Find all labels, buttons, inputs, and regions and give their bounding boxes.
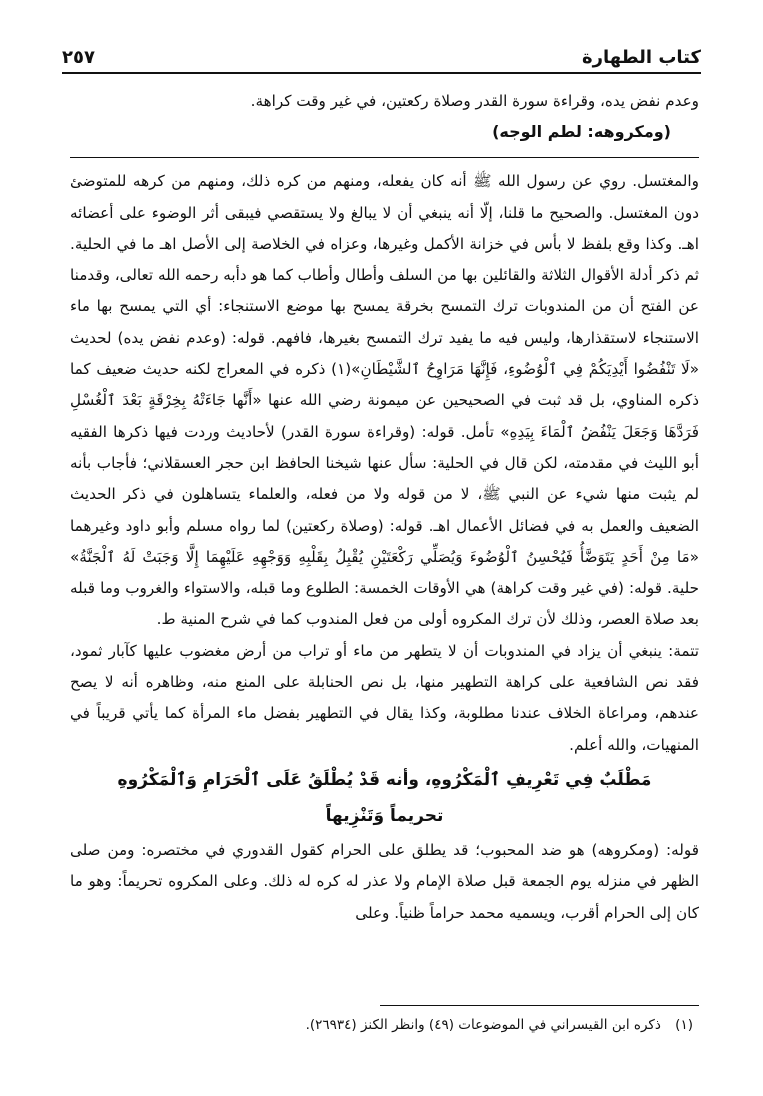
page-header <box>62 38 701 74</box>
section-divider <box>70 157 699 158</box>
matn-line: وعدم نفض يده، وقراءة سورة القدر وصلاة ركعتين، في غير وقت كراهة. <box>250 92 699 110</box>
page-body <box>70 86 699 929</box>
matlab-heading-line-1: مَطْلَبٌ فِي تَعْرِيفِ ٱلْمَكْرُوهِ، وأنه قَدْ يُطْلَقُ عَلَى ٱلْحَرَامِ وَٱلْمَكْرُوهِ <box>117 769 652 790</box>
footnote-text: ذكره ابن القيسراني في الموضوعات (٤٩) وانظر الكنز (٢٦٩٣٤). <box>305 1017 661 1033</box>
page-number: ٢٥٧ <box>62 47 95 68</box>
commentary-paragraph-2: تتمة: ينبغي أن يزاد في المندوبات أن لا يتطهر من ماء أو تراب من أرض مغضوب عليها كآبار ثمود، فقد نص الشافعية على كراهة التطهير منها، بل نص الحنابلة على المنع منه، وظاهره أنه لا يصح عندهم، ومراعاة الخلاف عندنا مطلوبة، وكذا يقال في التطهير بفضل ماء المرأة كما يأتي قريباً في المنهيات، والله أعلم. <box>70 641 699 754</box>
commentary-paragraph-3: قوله: (ومكروهه) هو ضد المحبوب؛ قد يطلق على الحرام كقول القدوري في مختصره: ومن صلى الظهر في منزله يوم الجمعة قبل صلاة الإمام ولا عذر له كره له ذلك. وعلى المكروه تحريماً: وهو ما كان إلى الحرام أقرب، ويسميه محمد حراماً ظنياً. وعلى <box>70 840 699 922</box>
book-title: كتاب الطهارة <box>581 47 701 68</box>
footnote-divider <box>380 1005 699 1006</box>
commentary-paragraph-1: والمغتسل. روي عن رسول الله ﷺ أنه كان يفعله، ومنهم من كره ذلك، ومنهم من كرهه للمتوضئ دون المغتسل. والصحيح ما قلنا، إلّا أنه ينبغي أن لا يبالغ ولا يستقصي فيبقى أثر الوضوء على أعضائه اهـ. وكذا وقع بلفظ لا بأس في خزانة الأكمل وغيرها، وعزاه في الخلاصة إلى الأصل اهـ ما في الحلية. ثم ذكر أدلة الأقوال الثلاثة والقائلين بها من السلف وأطال وأطاب كما هو دأبه رحمه الله تعالى، وقدمنا عن الفتح أن من المندوبات ترك التمسح بخرقة يمسح بها موضع الاستنجاء: أي التي يمسح بها ماء الاستنجاء لاستقذارها، وليس فيه ما يفيد ترك التمسح بغيرها، فافهم. قوله: (وعدم نفض يده) لحديث «لَا تَنْفُضُوا أَيْدِيَكُمْ فِي ٱلْوُضُوءِ، فَإِنَّهَا مَرَاوِحُ ٱلشَّيْطَانِ»(١) ذكره في المعراج لكنه حديث ضعيف كما ذكره المناوي، بل قد ثبت في الصحيحين عن ميمونة رضي الله عنها «أَنَّها جَاءَتْهُ بِخِرْقَةٍ بَعْدَ ٱلْغُسْلِ فَرَدَّهَا وَجَعَلَ يَنْفُضُ ٱلْمَاءَ بِيَدِهِ» تأمل. قوله: (وقراءة سورة القدر) لأحاديث وردت فيها ذكرها الفقيه أبو الليث في مقدمته، لكن قال في الحلية: سأل عنها شيخنا الحافظ ابن حجر العسقلاني؛ فأجاب بأنه لم يثبت منها شيء عن النبي ﷺ، لا من قوله ولا من فعله، والعلماء يتساهلون في ذكر الحديث الضعيف والعمل به في فضائل الأعمال اهـ. قوله: (وصلاة ركعتين) لما رواه مسلم وأبو داود وغيرهما «مَا مِنْ أَحَدٍ يَتَوَضَّأُ فَيُحْسِنُ ٱلْوُضُوءَ وَيُصَلِّي رَكْعَتَيْنِ يُقْبِلُ بِقَلْبِهِ وَوَجْهِهِ عَلَيْهِمَا إِلَّا وَجَبَتْ لَهُ ٱلْجَنَّةُ» حلية. قوله: (في غير وقت كراهة) هي الأوقات الخمسة: الطلوع وما قبله، والاستواء والغروب وما قبله بعد صلاة العصر، وذلك لأن ترك المكروه أولى من فعل المندوب كما في شرح المنية ط. <box>70 172 700 629</box>
footnote <box>70 1014 693 1036</box>
matlab-heading-line-2: تحريماً وَتَنْزِيهاً <box>325 805 444 826</box>
footnote-marker: (١) <box>675 1017 693 1033</box>
matn-heading: (ومكروهه: لطم الوجه) <box>492 122 671 142</box>
